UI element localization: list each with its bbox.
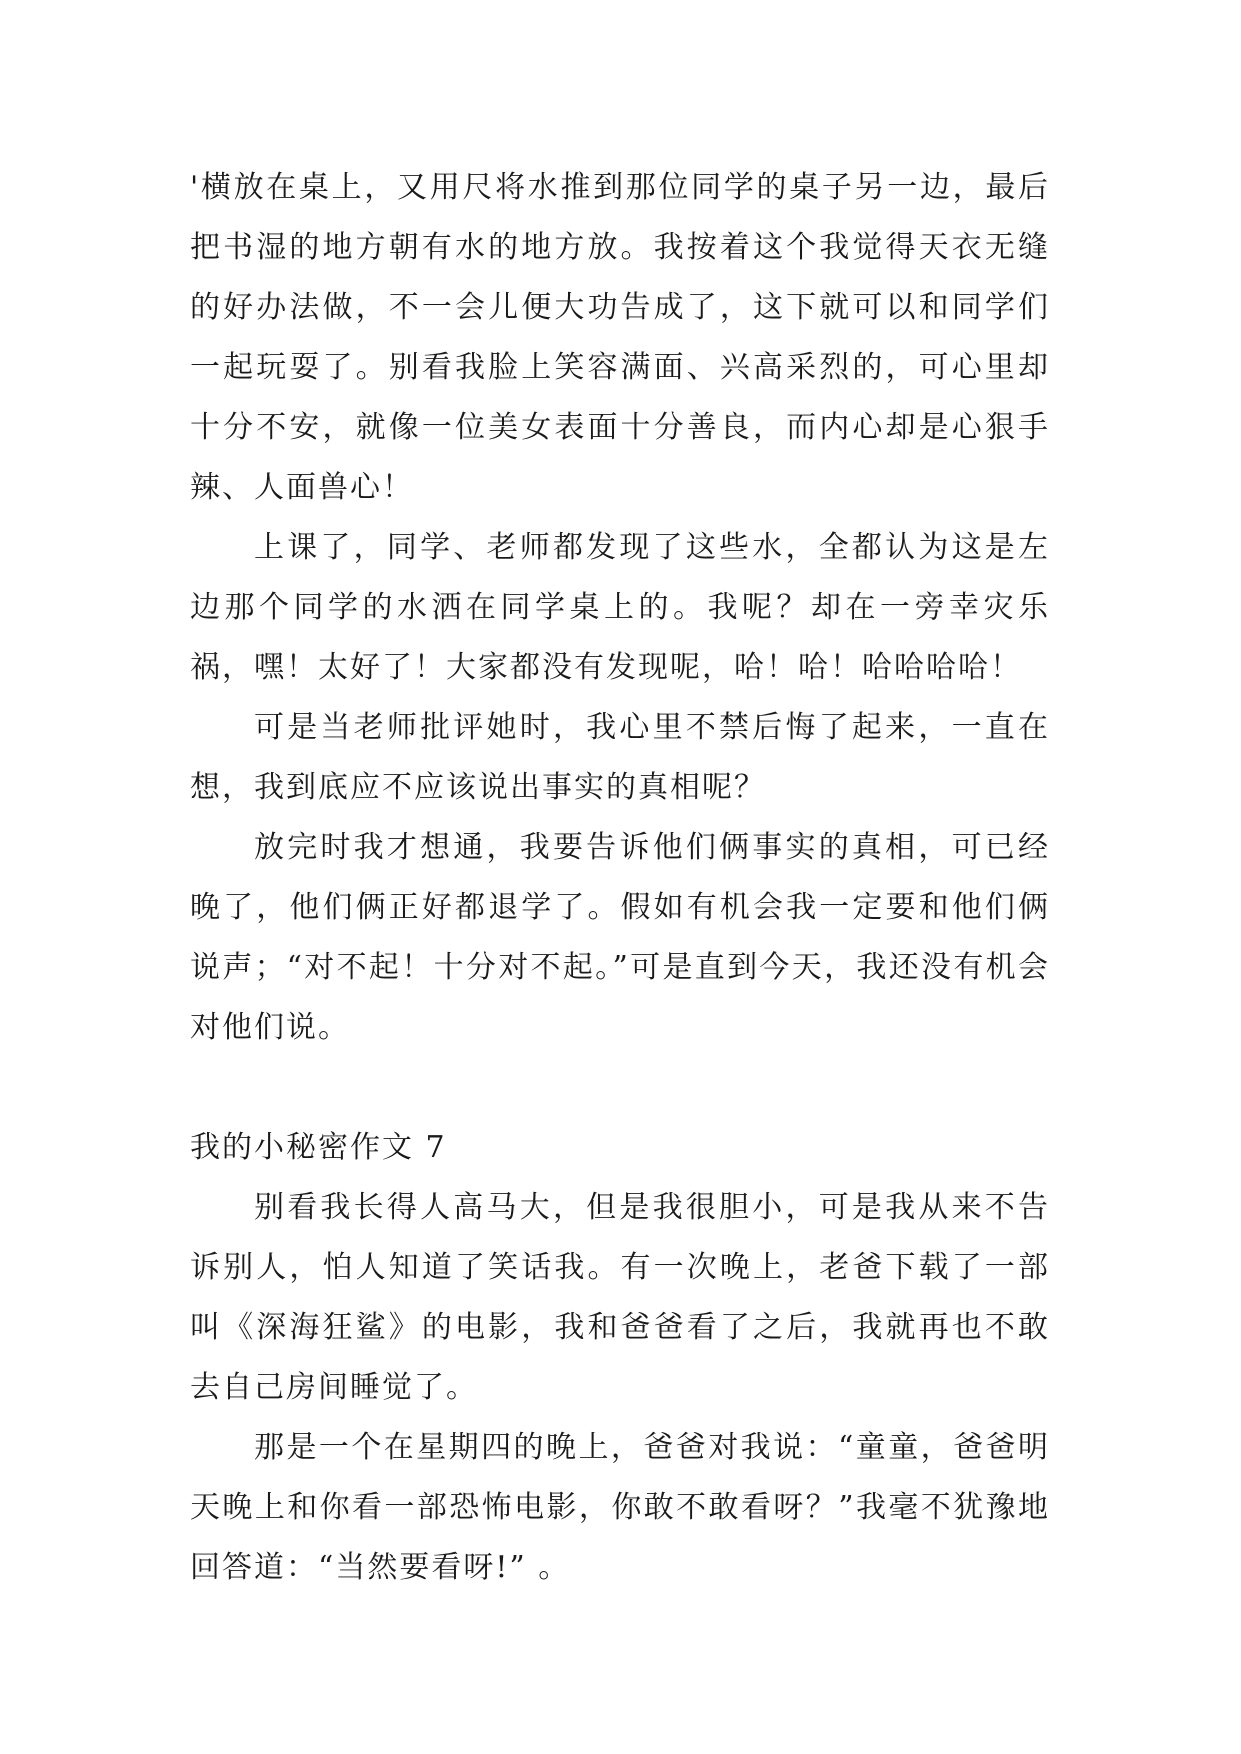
paragraph: 放完时我才想通，我要告诉他们俩事实的真相，可已经晚了，他们俩正好都退学了。假如有机会我一定要和他们俩说声；“对不起！十分对不起。”可是直到今天，我还没有机会对他们说。 — [190, 830, 1050, 1045]
section-title: 我的小秘密作文 7 — [190, 1130, 447, 1165]
paragraph: 上课了，同学、老师都发现了这些水，全都认为这是左边那个同学的水洒在同学桌上的。我呢？却在一旁幸灾乐祸，嘿！太好了！大家都没有发现呢，哈！哈！哈哈哈哈！ — [190, 530, 1050, 685]
paragraph: 别看我长得人高马大，但是我很胆小，可是我从来不告诉别人，怕人知道了笑话我。有一次晚上，老爸下载了一部叫《深海狂鲨》的电影，我和爸爸看了之后，我就再也不敢去自己房间睡觉了。 — [190, 1190, 1050, 1405]
paragraph: 那是一个在星期四的晚上，爸爸对我说：“童童，爸爸明天晚上和你看一部恐怖电影，你敢不敢看呀？”我毫不犹豫地回答道：“当然要看呀!” 。 — [190, 1430, 1050, 1585]
paragraph-continued: '横放在桌上，又用尺将水推到那位同学的桌子另一边，最后把书湿的地方朝有水的地方放。我按着这个我觉得天衣无缝的好办法做，不一会儿便大功告成了，这下就可以和同学们一起玩耍了。别看我脸上笑容满面、兴高采烈的，可心里却十分不安，就像一位美女表面十分善良，而内心却是心狠手辣、人面兽心！ — [190, 170, 1050, 505]
document-body — [190, 158, 1050, 1598]
paragraph: 可是当老师批评她时，我心里不禁后悔了起来，一直在想，我到底应不应该说出事实的真相呢？ — [190, 710, 1050, 805]
